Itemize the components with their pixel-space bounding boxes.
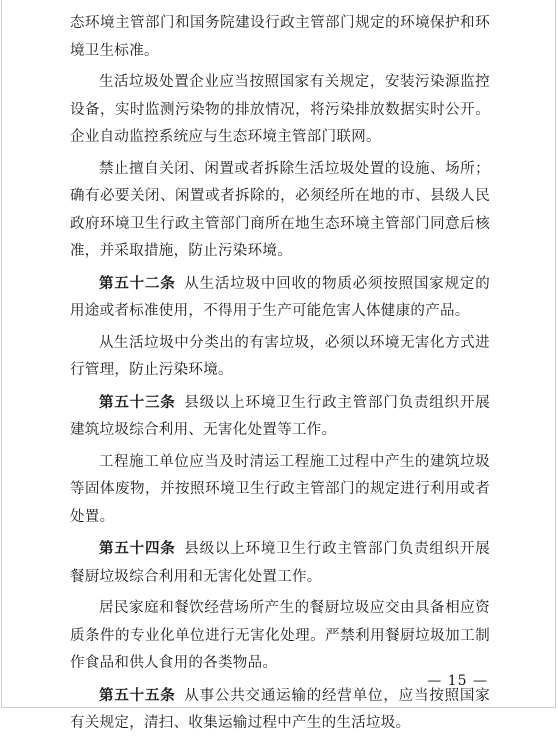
paragraph-text: 居民家庭和餐饮经营场所产生的餐厨垃圾应交由具备相应资质条件的专业化单位进行无害化处理。严禁利用餐厨垃圾加工制作食品和供人食用的各类物品。 bbox=[70, 600, 490, 671]
document-body bbox=[70, 10, 490, 742]
paragraph-text: 生活垃圾处置企业应当按照国家有关规定，安装污染源监控设备，实时监测污染物的排放情况，将污染排放数据实时公开。企业自动监控系统应与生态环境主管部门联网。 bbox=[70, 74, 490, 145]
article-number: 第五十二条 bbox=[99, 274, 176, 292]
article-number: 第五十五条 bbox=[99, 686, 176, 704]
article-number: 第五十四条 bbox=[99, 540, 176, 557]
paragraph-text: 县级以上环境卫生行政主管部门负责组织开展建筑垃圾综合利用、无害化处置等工作。 bbox=[70, 394, 491, 438]
article-55 bbox=[70, 682, 490, 738]
paragraph-2 bbox=[70, 69, 490, 152]
article-53 bbox=[70, 389, 490, 445]
paragraph-9 bbox=[70, 595, 490, 678]
paragraph-text: 态环境主管部门和国务院建设行政主管部门规定的环境保护和环境卫生标准。 bbox=[70, 15, 490, 59]
paragraph-5 bbox=[70, 330, 490, 385]
paragraph-text: 县级以上环境卫生行政主管部门负责组织开展餐厨垃圾综合利用和无害化处置工作。 bbox=[70, 541, 491, 585]
article-54 bbox=[70, 535, 490, 591]
paragraph-text: 工程施工单位应当及时清运工程施工过程中产生的建筑垃圾等固体废物，并按照环境卫生行政主管部门的规定进行利用或者处置。 bbox=[70, 453, 490, 525]
page-number: — 15 — bbox=[427, 673, 488, 689]
article-number: 第五十三条 bbox=[99, 393, 176, 411]
paragraph-text: 从生活垃圾中分类出的有害垃圾，必须以环境无害化方式进行管理，防止污染环境。 bbox=[70, 334, 490, 378]
paragraph-text: 从事公共交通运输的经营单位，应当按照国家有关规定，清扫、收集运输过程中产生的生活垃圾。 bbox=[70, 687, 491, 731]
paragraph-text: 禁止擅自关闭、闲置或者拆除生活垃圾处置的设施、场所；确有必要关闭、闲置或者拆除的，必须经所在地的市、县级人民政府环境卫生行政主管部门商所在地生态环境主管部门同意后核准，并采取措施，防止污染环境。 bbox=[70, 160, 490, 259]
paragraph-3 bbox=[70, 156, 490, 266]
paragraph-1 bbox=[70, 10, 490, 65]
paragraph-7 bbox=[70, 449, 490, 532]
article-52 bbox=[70, 270, 490, 326]
paragraph-text: 从生活垃圾中回收的物质必须按照国家规定的用途或者标准使用，不得用于生产可能危害人体健康的产品。 bbox=[70, 275, 491, 319]
